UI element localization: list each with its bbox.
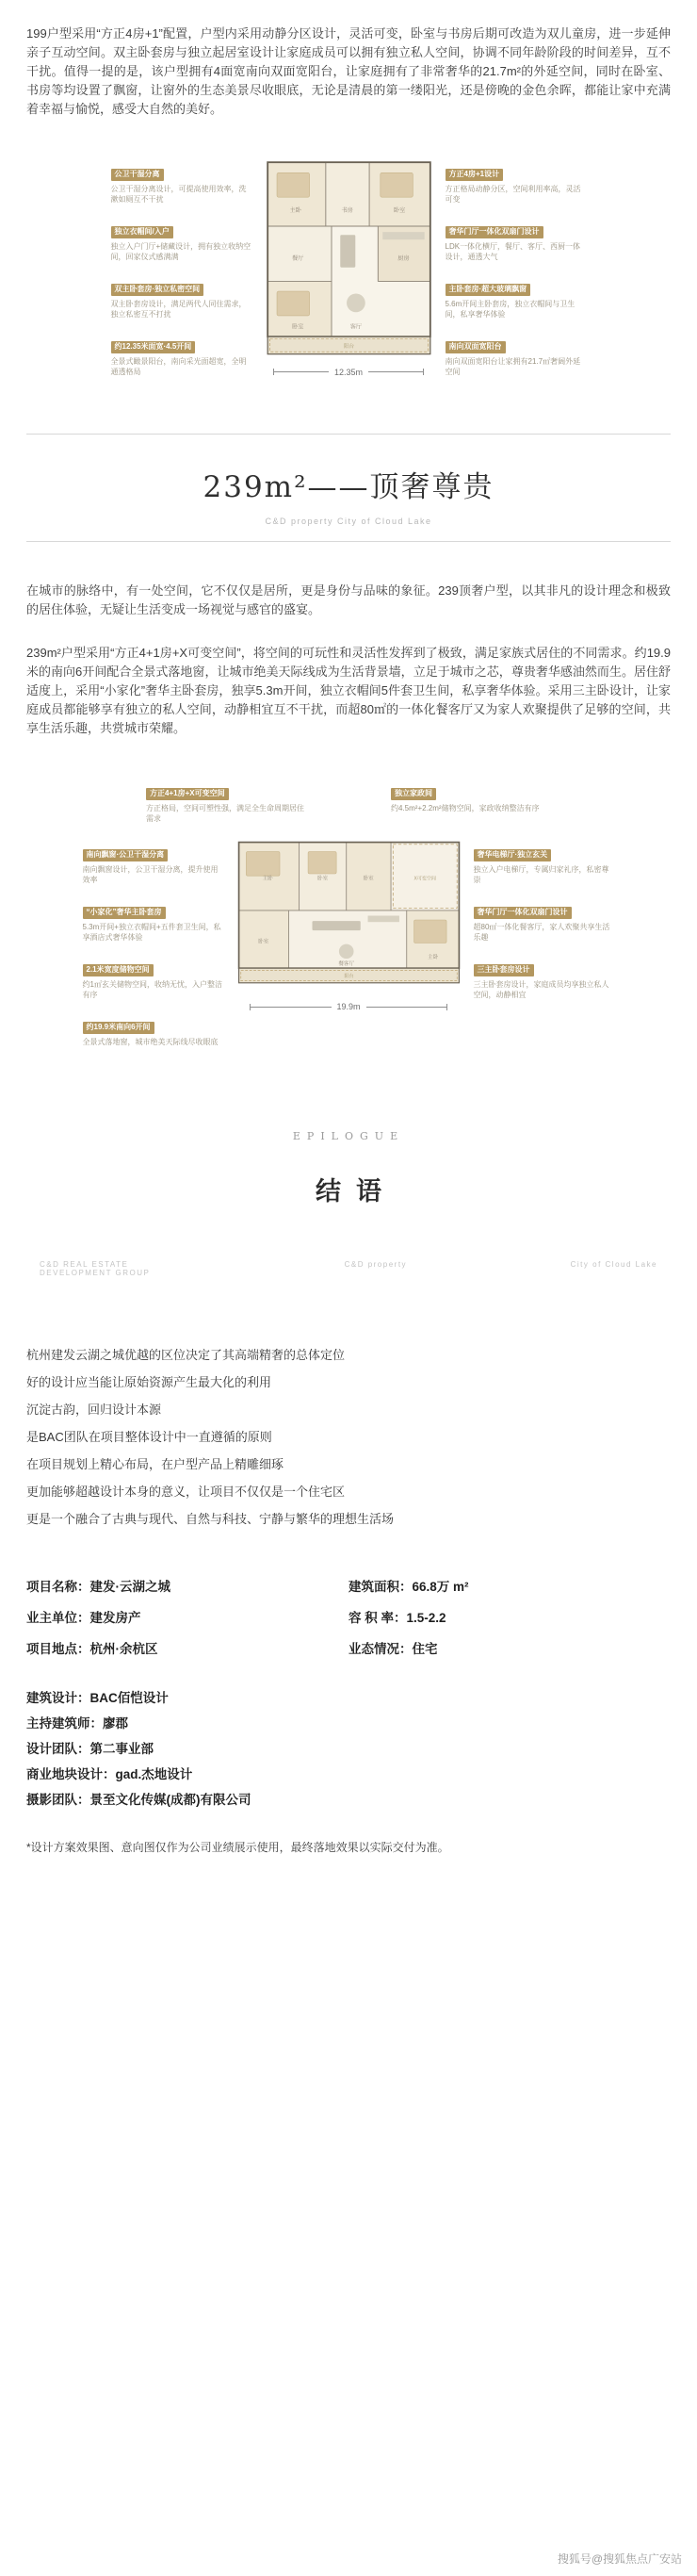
room-label: 卧室 <box>316 876 328 882</box>
room-label: 餐客厅 <box>337 960 354 967</box>
section-subtitle: C&D property City of Cloud Lake <box>265 517 432 526</box>
plan239-right-callouts <box>474 837 615 1000</box>
callout-title: 2.1米宽度储物空间 <box>83 964 154 976</box>
room-label: 阳台 <box>343 343 354 350</box>
plan199-right-callouts <box>446 156 587 377</box>
floor-plan-199-section <box>0 156 697 377</box>
room-label: 书房 <box>340 207 353 215</box>
callout <box>446 164 587 205</box>
callout <box>111 164 252 205</box>
room-label: 主卧 <box>289 207 301 215</box>
epilogue-cn-title: 结语 <box>316 1177 397 1206</box>
room-label: 客厅 <box>349 323 362 331</box>
intro-paragraph-199: 199户型采用“方正4房+1”配置，户型内采用动静分区设计，灵活可变，卧室与书房后期可改造为双儿童房，进一步延伸亲子互动空间。双主卧套房与独立起居室设计让家庭成员可以拥有独立私人空间，协调不同年龄阶段的时间差异，互不干扰。值得一提的是，该户型拥有4面宽南向双面宽阳台，让家庭拥有了非常奢华的21.7m²的外延空间，同时在卧室、书房等均设置了飘窗，让窗外的生态美景尽收眼底，无论是清晨的第一缕阳光，还是傍晚的金色余晖，都能让家中充满着幸福与愉悦，感受大自然的美好。 <box>26 26 671 116</box>
room-label: 阳台 <box>343 974 354 980</box>
room-label: X可变空间 <box>413 876 436 882</box>
floor-plan-199-drawing <box>262 156 436 360</box>
callout-title: “小家化”奢华主卧套房 <box>83 907 166 919</box>
callout <box>391 783 551 824</box>
epilogue-line: 杭州建发云湖之城优越的区位决定了其高端精奢的总体定位 <box>26 1348 346 1362</box>
room-label: 餐厅 <box>291 254 303 262</box>
callout-title: 双主卧套房·独立私密空间 <box>111 284 204 296</box>
callout <box>111 222 252 262</box>
dimension-label: 19.9m <box>336 1002 361 1012</box>
callout-body: 公卫干湿分离设计，可提高使用效率，洗漱如厕互不干扰 <box>110 185 247 204</box>
floor-plan-239-drawing <box>234 837 464 994</box>
plan199-left-callouts <box>111 156 252 377</box>
callout-title: 奢华门厅一体化双扇门设计 <box>474 907 572 919</box>
callout-title: 三主卧套房设计 <box>474 964 534 976</box>
floor-plan-239-image <box>234 837 464 1011</box>
brand-label: C&D property <box>344 1260 408 1269</box>
disclaimer-text: *设计方案效果图、意向图仅作为公司业绩展示使用，最终落地效果以实际交付为准。 <box>26 1841 449 1854</box>
project-info-item: 项目地点：杭州·余杭区 <box>26 1642 158 1656</box>
credit-line: 设计团队：第二事业部 <box>26 1742 154 1756</box>
callout-title: 方正4+1房+X可变空间 <box>146 788 229 800</box>
plan239-width-dimension <box>250 1002 448 1011</box>
callout-title: 独立衣帽间/入户 <box>111 226 173 238</box>
paragraph-city: 在城市的脉络中，有一处空间，它不仅仅是居所，更是身份与品味的象征。239顶奢户型，以其非凡的设计理念和极致的居住体验，无疑让生活变成一场视觉与感官的盛宴。 <box>26 583 671 616</box>
credit-line: 主持建筑师：廖郡 <box>26 1716 128 1731</box>
room-label: 主卧 <box>262 876 273 882</box>
epilogue-heading <box>0 1130 697 1207</box>
callout <box>146 783 306 824</box>
brand-footer-row <box>40 1260 657 1277</box>
callout-body: 独立入户门厅+储藏设计，拥有独立收纳空间，回家仪式感满满 <box>110 242 251 261</box>
callout-body: 方正格局动静分区，空间利用率高，灵活可变 <box>445 185 581 204</box>
sohu-watermark: 搜狐号@搜狐焦点广安站 <box>557 2552 682 2566</box>
brand-label: City of Cloud Lake <box>570 1260 657 1269</box>
callout-body: 独立入户电梯厅，专属归家礼序，私密尊崇 <box>473 865 609 884</box>
callout-title: 奢华电梯厅·独立玄关 <box>474 849 552 861</box>
project-info-item: 项目名称：建发·云湖之城 <box>26 1580 170 1594</box>
callout-body: 全景式落地窗，城市绝美天际线尽收眼底 <box>82 1038 219 1046</box>
callout-title: 独立家政间 <box>391 788 436 800</box>
epilogue-line: 好的设计应当能让原始资源产生最大化的利用 <box>26 1375 272 1389</box>
callout <box>446 336 587 377</box>
room-label: 卧室 <box>257 939 268 945</box>
callout-body: 全景式瞰景阳台，南向采光面超宽，全明通透格局 <box>110 357 247 376</box>
project-info-item: 业态情况：住宅 <box>348 1642 438 1656</box>
callout-title: 南向双面宽阳台 <box>446 341 506 353</box>
room-label: 厨房 <box>397 254 410 262</box>
epilogue-en-label: EPILOGUE <box>292 1130 405 1142</box>
brand-label: C&D REAL ESTATE DEVELOPMENT GROUP <box>40 1260 151 1277</box>
callout <box>83 1017 224 1047</box>
room-label: 卧室 <box>363 876 374 882</box>
callout-body: 方正格局，空间可塑性强，满足全生命周期居住需求 <box>146 804 304 823</box>
callout-title: 南向飘窗·公卫干湿分离 <box>83 849 169 861</box>
epilogue-line: 沉淀古韵，回归设计本源 <box>26 1403 162 1417</box>
callout <box>474 845 615 885</box>
callout-body: 南向飘窗设计，公卫干湿分离，提升使用效率 <box>82 865 219 884</box>
callout-body: 5.6m开间主卧套房，独立衣帽间与卫生间，私享奢华体验 <box>445 300 575 319</box>
project-info <box>26 1576 671 1657</box>
epilogue-line: 在项目规划上精心布局，在户型产品上精雕细琢 <box>26 1457 284 1471</box>
callout-title: 约19.9米南向6开间 <box>83 1022 154 1034</box>
epilogue-line: 更是一个融合了古典与现代、自然与科技、宁静与繁华的理想生活场 <box>26 1512 395 1526</box>
callout-title: 主卧套房·超大玻璃飘窗 <box>446 284 531 296</box>
plan239-top-callouts <box>104 783 593 824</box>
dimension-label: 12.35m <box>333 367 364 377</box>
floor-plan-239-section <box>0 783 697 1047</box>
callout-body: 5.3m开间+独立衣帽间+五件套卫生间，私享酒店式奢华体验 <box>82 923 221 942</box>
credit-line: 商业地块设计：gad.杰地设计 <box>26 1767 193 1781</box>
room-label: 卧室 <box>291 323 303 331</box>
section-header-239 <box>26 434 671 542</box>
callout-title: 约12.35米面宽·4.5开间 <box>111 341 196 353</box>
callout <box>446 279 587 320</box>
callout <box>111 336 252 377</box>
plan239-left-callouts <box>83 837 224 1047</box>
callout <box>446 222 587 262</box>
callout-body: 南向双面宽阳台让家拥有21.7㎡奢阔外延空间 <box>445 357 581 376</box>
callout <box>474 960 615 1000</box>
callout-title: 奢华门厅一体化双扇门设计 <box>446 226 543 238</box>
callout <box>83 902 224 943</box>
callout-title: 公卫干湿分离 <box>111 169 164 181</box>
project-info-item: 容 积 率：1.5-2.2 <box>348 1611 446 1625</box>
callout <box>474 902 615 943</box>
section-title: 239m²——顶奢尊贵 <box>203 470 494 504</box>
room-label: 卧室 <box>393 207 405 215</box>
callout-body: 约1㎡玄关储物空间，收纳无忧，入户整洁有序 <box>82 980 222 999</box>
floor-plan-199-image <box>262 156 436 377</box>
callout <box>83 845 224 885</box>
callout-body: LDK一体化横厅，餐厅、客厅、西厨一体设计，通透大气 <box>445 242 581 261</box>
room-label: 主卧 <box>427 955 438 961</box>
project-info-item: 业主单位：建发房产 <box>26 1611 141 1625</box>
callout <box>111 279 252 320</box>
project-info-item: 建筑面积：66.8万 m² <box>348 1580 469 1594</box>
callout-body: 超80㎡一体化餐客厅，家人欢聚共享生活乐趣 <box>473 923 610 942</box>
epilogue-line: 是BAC团队在项目整体设计中一直遵循的原则 <box>26 1430 272 1444</box>
callout <box>83 960 224 1000</box>
credit-line: 建筑设计：BAC佰恺设计 <box>26 1691 169 1705</box>
credit-line: 摄影团队：景至文化传媒(成都)有限公司 <box>26 1793 251 1807</box>
epilogue-text <box>26 1341 671 1533</box>
callout-body: 约4.5m²+2.2m²储物空间，家政收纳整洁有序 <box>391 804 540 812</box>
paragraph-239: 239m²户型采用“方正4+1房+X可变空间”，将空间的可玩性和灵活性发挥到了极致，满足家族式居住的不同需求。约19.9米的南向6开间配合全景式落地窗，让城市绝美天际线成为生活背景墙，立足于城市之芯，尊贵奢华感油然而生。居住舒适度上，采用“小家化”奢华主卧套房，独享5.3m开间，独立衣帽间5件套卫生间，私享奢华体验。采用三主卧设计，让家庭成员都能够享有独立的私人空间，动静相宜互不干扰，而超80㎡的一体化餐客厅又为家人欢聚提供了足够的空间，共享生活乐趣，共赏城市荣耀。 <box>26 646 671 735</box>
callout-body: 三主卧套房设计，家庭成员均享独立私人空间，动静相宜 <box>473 980 609 999</box>
epilogue-line: 更加能够超越设计本身的意义，让项目不仅仅是一个住宅区 <box>26 1485 346 1499</box>
callout-body: 双主卧套房设计，满足两代人同住需求，独立私密互不打扰 <box>110 300 247 319</box>
callout-title: 方正4房+1设计 <box>446 169 504 181</box>
plan199-width-dimension <box>273 368 423 377</box>
design-credits <box>26 1685 671 1813</box>
